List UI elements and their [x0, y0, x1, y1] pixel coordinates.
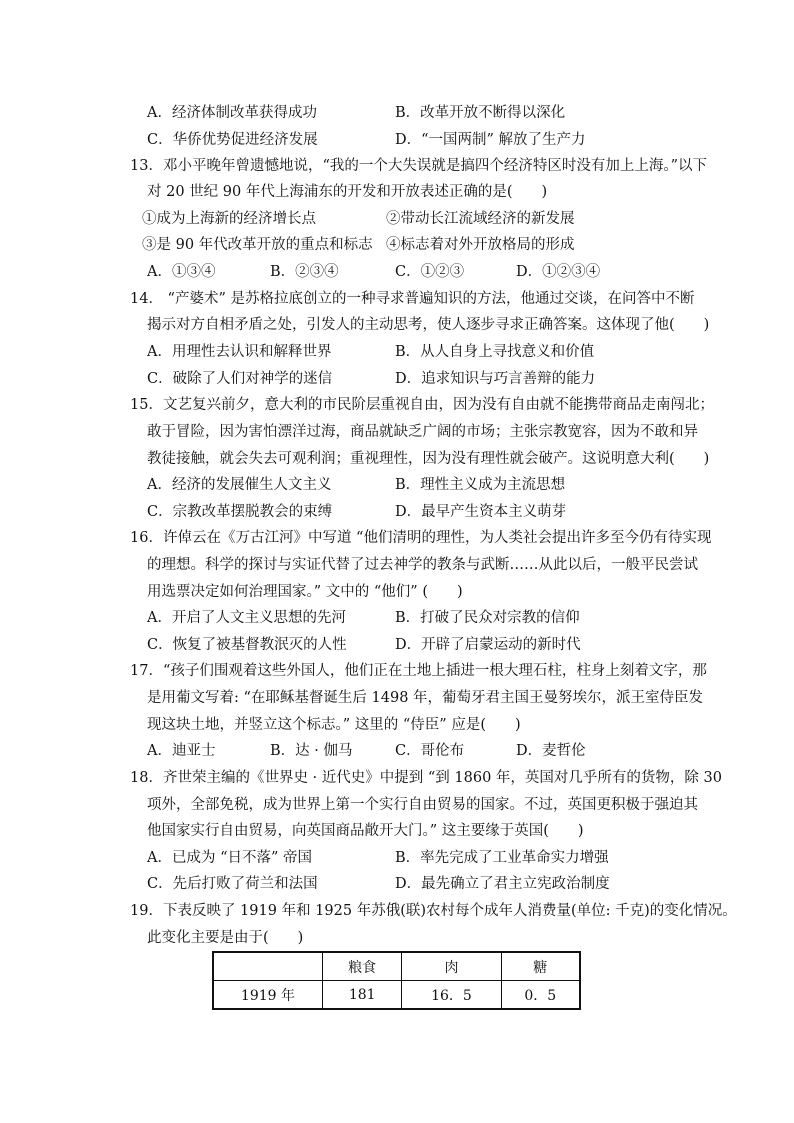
table-cell-year: 1919 年 — [213, 981, 322, 1010]
q13-statement-3: ③是 90 年代改革开放的重点和标志 — [142, 237, 373, 253]
q13-stem-line-2: 对 20 世纪 90 年代上海浦东的开发和开放表述正确的是( ) — [147, 184, 548, 200]
q16-option-d: D．开辟了启蒙运动的新时代 — [395, 637, 581, 653]
q17-option-b: B．达 · 伽马 — [270, 743, 353, 759]
q13-option-c: C．①②③ — [395, 264, 465, 280]
table-cell-grain: 181 — [322, 981, 402, 1010]
q12-option-c: C．华侨优势促进经济发展 — [147, 132, 318, 148]
q16-stem-line-2: 的理想。科学的探讨与实证代替了过去神学的教条与武断……从此以后，一般平民尝试 — [147, 557, 698, 573]
q17-option-a: A．迪亚士 — [147, 743, 216, 759]
q17-stem-line-1: 17．“孩子们围观着这些外国人，他们正在土地上插进一根大理石柱，柱身上刻着文字，那 — [130, 663, 707, 679]
table-header-blank — [213, 952, 322, 981]
q12-option-b: B．改革开放不断得以深化 — [395, 105, 566, 121]
q18-option-b: B．率先完成了工业革命实力增强 — [395, 850, 609, 866]
q16-option-a: A．开启了人文主义思想的先河 — [147, 610, 346, 626]
q16-option-b: B．打破了民众对宗教的信仰 — [395, 610, 580, 626]
q14-option-c: C．破除了人们对神学的迷信 — [147, 371, 333, 387]
q18-option-d: D．最先确立了君主立宪政治制度 — [395, 876, 610, 892]
q13-statement-2: ②带动长江流域经济的新发展 — [386, 211, 575, 227]
q15-stem-line-3: 教徒接触，就会失去可观利润；重视理性，因为没有理性就会破产。这说明意大利( ) — [147, 451, 710, 467]
table-header-row — [213, 952, 580, 981]
q13-statement-1: ①成为上海新的经济增长点 — [142, 211, 316, 227]
q15-option-c: C．宗教改革摆脱教会的束缚 — [147, 504, 333, 520]
q15-stem-line-1: 15．文艺复兴前夕，意大利的市民阶层重视自由，因为没有自由就不能携带商品走南闯北； — [130, 397, 714, 413]
table-header-sugar: 糖 — [501, 952, 580, 981]
q16-stem-line-1: 16．许倬云在《万古江河》中写道 “他们清明的理性，为人类社会提出许多至今仍有待实现 — [130, 530, 712, 546]
q19-stem-line-2: 此变化主要是由于( ) — [147, 930, 304, 946]
table-row — [213, 981, 580, 1010]
q15-option-b: B．理性主义成为主流思想 — [395, 477, 566, 493]
q19-stem-line-1: 19．下表反映了 1919 年和 1925 年苏俄(联)农村每个成年人消费量(单位: 千克)的变化情况。 — [130, 903, 737, 919]
q15-option-a: A．经济的发展催生人文主义 — [147, 477, 332, 493]
q18-option-a: A．已成为 “日不落” 帝国 — [147, 850, 313, 866]
q16-stem-line-3: 用选票决定如何治理国家。” 文中的 “他们” ( ) — [147, 584, 463, 600]
q14-option-b: B．从人自身上寻找意义和价值 — [395, 344, 595, 360]
q17-option-c: C．哥伦布 — [395, 743, 465, 759]
table-cell-sugar: 0．5 — [501, 981, 580, 1010]
q13-statement-4: ④标志着对外开放格局的形成 — [386, 237, 575, 253]
q14-option-d: D．追求知识与巧言善辩的能力 — [395, 371, 596, 387]
consumption-table — [212, 951, 581, 1010]
q18-stem-line-2: 项外，全部免税，成为世界上第一个实行自由贸易的国家。不过，英国更积极于强迫其 — [147, 797, 698, 813]
q13-option-a: A．①③④ — [147, 264, 216, 280]
q18-option-c: C．先后打败了荷兰和法国 — [147, 876, 318, 892]
table-header-grain: 粮食 — [322, 952, 402, 981]
q18-stem-line-1: 18．齐世荣主编的《世界史 · 近代史》中提到 “到 1860 年，英国对几乎所有的货物，除 30 — [130, 770, 722, 786]
q18-stem-line-3: 他国家实行自由贸易，向英国商品敞开大门。” 这主要缘于英国( ) — [147, 823, 584, 839]
q13-stem-line-1: 13．邓小平晚年曾遗憾地说，“我的一个大失误就是搞四个经济特区时没有加上上海。”以下 — [130, 158, 708, 174]
q14-stem-line-2: 揭示对方自相矛盾之处，引发人的主动思考，使人逐步寻求正确答案。这体现了他( ) — [147, 317, 710, 333]
q14-option-a: A．用理性去认识和解释世界 — [147, 344, 332, 360]
q12-option-d: D．“一国两制” 解放了生产力 — [395, 132, 586, 148]
q17-stem-line-2: 是用葡文写着: “在耶稣基督诞生后 1498 年，葡萄牙君主国王曼努埃尔，派王室侍臣发 — [147, 690, 704, 706]
q13-option-b: B．②③④ — [270, 264, 339, 280]
q16-option-c: C．恢复了被基督教泯灭的人性 — [147, 637, 347, 653]
q15-option-d: D．最早产生资本主义萌芽 — [395, 504, 567, 520]
table-header-meat: 肉 — [402, 952, 501, 981]
q17-option-d: D．麦哲伦 — [516, 743, 586, 759]
q13-option-d: D．①②③④ — [516, 264, 601, 280]
q14-stem-line-1: 14． “产婆术” 是苏格拉底创立的一种寻求普遍知识的方法，他通过交谈，在问答中不断 — [130, 291, 695, 307]
q12-option-a: A．经济体制改革获得成功 — [147, 105, 317, 121]
table-cell-meat: 16．5 — [402, 981, 501, 1010]
q17-stem-line-3: 现这块土地，并竖立这个标志。” 这里的 “侍臣” 应是( ) — [147, 717, 521, 733]
q15-stem-line-2: 敢于冒险，因为害怕漂洋过海，商品就缺乏广阔的市场；主张宗教宽容，因为不敢和异 — [147, 424, 698, 440]
